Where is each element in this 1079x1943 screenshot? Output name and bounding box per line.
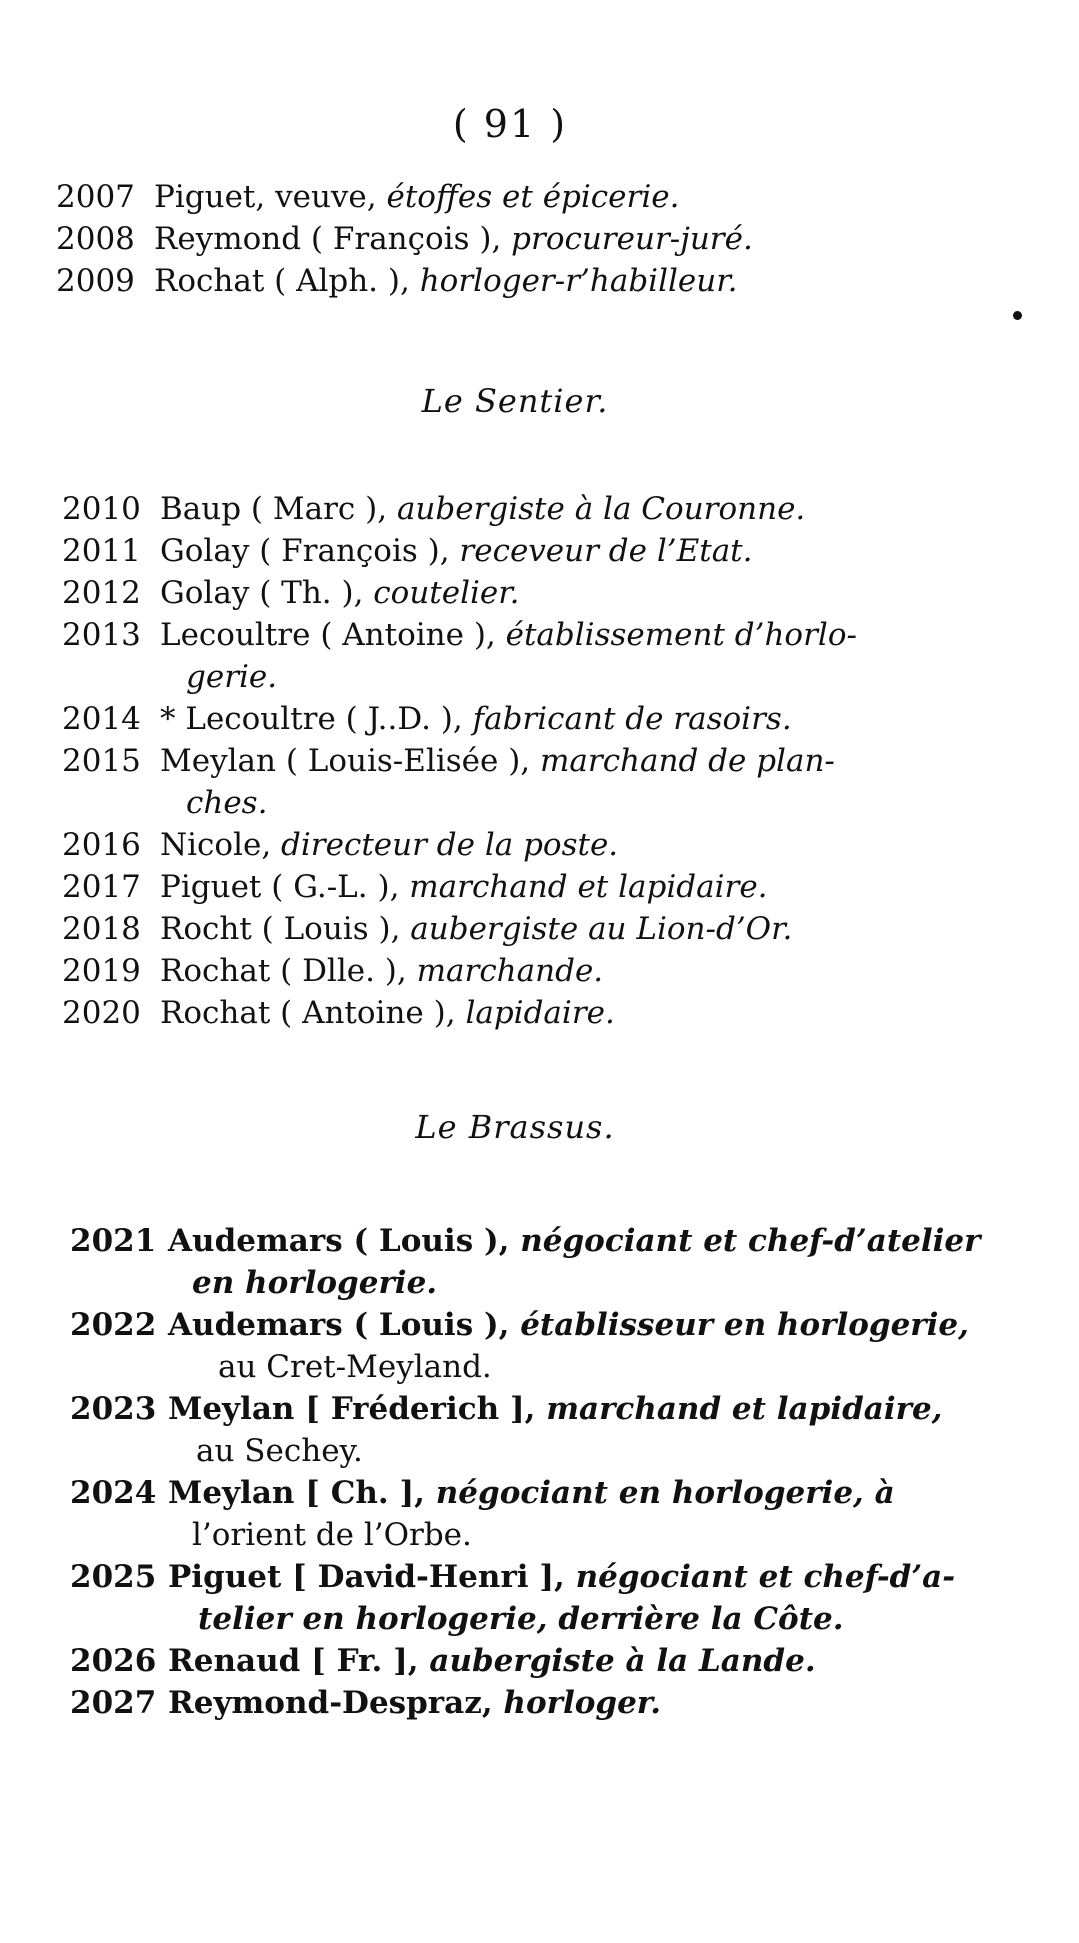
entry-occupation: procureur-juré.: [511, 221, 753, 257]
entry-number: 2027: [70, 1685, 157, 1721]
list-item: [62, 824, 618, 866]
entry-number: 2021: [70, 1223, 157, 1259]
entry-name: Rochat ( Antoine ),: [160, 995, 466, 1031]
entry-number: 2009: [56, 263, 135, 299]
entry-number: 2010: [62, 491, 141, 527]
entry-number: 2016: [62, 827, 141, 863]
ink-speck: [1013, 311, 1022, 320]
entry-name: Baup ( Marc ),: [160, 491, 397, 527]
entry-occupation: horloger-r’habilleur.: [419, 263, 738, 299]
entry-name: Rochat ( Alph. ),: [154, 263, 420, 299]
list-item: [62, 488, 805, 530]
entry-occupation: établissement d’horlo-: [505, 617, 857, 653]
entry-number: 2026: [70, 1643, 157, 1679]
entry-name: Reymond ( François ),: [154, 221, 512, 257]
entry-number: 2017: [62, 869, 141, 905]
entry-occupation: marchand et lapidaire.: [409, 869, 768, 905]
list-item: [56, 260, 738, 302]
entry-name: Golay ( Th. ),: [160, 575, 374, 611]
entry-name: Nicole,: [160, 827, 282, 863]
entry-continuation: l’orient de l’Orbe.: [192, 1517, 472, 1553]
entry-number: 2008: [56, 221, 135, 257]
entry-name: Piguet, veuve,: [154, 179, 387, 215]
entry-occupation: marchand et lapidaire,: [546, 1391, 943, 1427]
entry-continuation: gerie.: [186, 659, 278, 695]
list-item: [70, 1472, 895, 1514]
entry-occupation: négociant en horlogerie, à: [435, 1475, 895, 1511]
entry-number: 2020: [62, 995, 141, 1031]
entry-number: 2019: [62, 953, 141, 989]
list-item: [62, 698, 792, 740]
entry-number: 2014: [62, 701, 141, 737]
entry-name: Piguet ( G.-L. ),: [160, 869, 410, 905]
entry-occupation: coutelier.: [373, 575, 520, 611]
list-item: [62, 530, 752, 572]
entry-name: Reymond-Despraz,: [168, 1685, 504, 1721]
list-item: [62, 992, 615, 1034]
list-item: [70, 1388, 942, 1430]
entry-number: 2025: [70, 1559, 157, 1595]
entry-name: Rochat ( Dlle. ),: [160, 953, 417, 989]
list-item: [56, 218, 753, 260]
entry-occupation: directeur de la poste.: [281, 827, 619, 863]
entry-name: Audemars ( Louis ),: [168, 1223, 521, 1259]
entry-occupation: étoffes et épicerie.: [386, 179, 680, 215]
entry-number: 2022: [70, 1307, 157, 1343]
list-item: [62, 740, 835, 782]
entry-number: 2012: [62, 575, 141, 611]
list-item: [62, 908, 792, 950]
entry-name: Meylan [ Fréderich ],: [168, 1391, 547, 1427]
list-item: [56, 176, 679, 218]
entry-name: * Lecoultre ( J..D. ),: [160, 701, 473, 737]
entry-name: Meylan [ Ch. ],: [168, 1475, 436, 1511]
entry-number: 2007: [56, 179, 135, 215]
page-number: ( 91 ): [452, 102, 568, 146]
list-item: [62, 614, 857, 656]
list-item: [70, 1640, 816, 1682]
entry-occupation: établisseur en horlogerie,: [520, 1307, 969, 1343]
list-item: [62, 572, 520, 614]
entry-continuation: en horlogerie.: [192, 1265, 438, 1301]
list-item: [70, 1304, 969, 1346]
entry-occupation: aubergiste à la Couronne.: [396, 491, 806, 527]
section-heading-brassus: Le Brassus.: [415, 1108, 615, 1146]
entry-name: Rocht ( Louis ),: [160, 911, 411, 947]
entry-name: Audemars ( Louis ),: [168, 1307, 521, 1343]
entry-occupation: lapidaire.: [465, 995, 615, 1031]
entry-continuation: telier en horlogerie, derrière la Côte.: [198, 1601, 844, 1637]
entry-occupation: receveur de l’Etat.: [459, 533, 753, 569]
entry-occupation: négociant et chef-d’a-: [575, 1559, 956, 1595]
entry-number: 2015: [62, 743, 141, 779]
entry-occupation: horloger.: [503, 1685, 662, 1721]
entry-occupation: marchande.: [416, 953, 604, 989]
entry-continuation: au Sechey.: [196, 1433, 363, 1469]
entry-name: Golay ( François ),: [160, 533, 460, 569]
list-item: [62, 950, 603, 992]
entry-number: 2013: [62, 617, 141, 653]
entry-name: Meylan ( Louis-Elisée ),: [160, 743, 540, 779]
list-item: [70, 1220, 980, 1262]
list-item: [70, 1556, 955, 1598]
list-item: [62, 866, 768, 908]
entry-occupation: aubergiste au Lion-d’Or.: [410, 911, 793, 947]
list-item: [70, 1682, 661, 1724]
entry-occupation: fabricant de rasoirs.: [472, 701, 792, 737]
entry-name: Piguet [ David-Henri ],: [168, 1559, 576, 1595]
entry-number: 2018: [62, 911, 141, 947]
entry-number: 2023: [70, 1391, 157, 1427]
entry-continuation: ches.: [186, 785, 268, 821]
entry-occupation: négociant et chef-d’atelier: [520, 1223, 981, 1259]
entry-name: Lecoultre ( Antoine ),: [160, 617, 506, 653]
section-heading-sentier: Le Sentier.: [421, 382, 609, 420]
entry-number: 2011: [62, 533, 141, 569]
entry-continuation: au Cret-Meyland.: [218, 1349, 492, 1385]
entry-occupation: aubergiste à la Lande.: [429, 1643, 816, 1679]
entry-name: Renaud [ Fr. ],: [168, 1643, 430, 1679]
entry-number: 2024: [70, 1475, 157, 1511]
entry-occupation: marchand de plan-: [540, 743, 835, 779]
